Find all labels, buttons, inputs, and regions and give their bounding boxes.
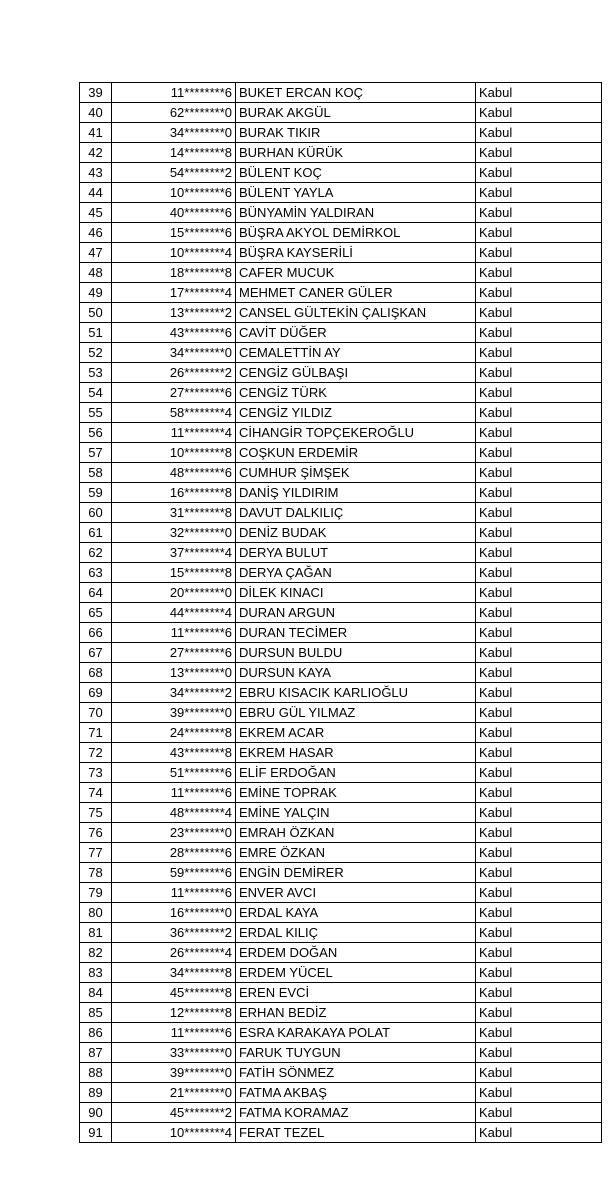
masked-id-number: 14********8 [112,143,236,163]
table-row [80,623,602,643]
masked-id-number: 16********0 [112,903,236,923]
status-cell: Kabul [476,1043,602,1063]
status-cell: Kabul [476,1023,602,1043]
person-name: DURSUN KAYA [236,663,476,683]
status-cell: Kabul [476,1083,602,1103]
person-name: EMRE ÖZKAN [236,843,476,863]
row-number: 52 [80,343,112,363]
table-row [80,923,602,943]
table-row [80,183,602,203]
row-number: 85 [80,1003,112,1023]
status-cell: Kabul [476,443,602,463]
person-name: EBRU KISACIK KARLIOĞLU [236,683,476,703]
status-cell: Kabul [476,983,602,1003]
row-number: 41 [80,123,112,143]
table-row [80,743,602,763]
status-cell: Kabul [476,483,602,503]
masked-id-number: 15********6 [112,223,236,243]
person-name: DURSUN BULDU [236,643,476,663]
person-name: ERDAL KILIÇ [236,923,476,943]
row-number: 77 [80,843,112,863]
masked-id-number: 24********8 [112,723,236,743]
masked-id-number: 11********6 [112,623,236,643]
masked-id-number: 28********6 [112,843,236,863]
status-cell: Kabul [476,583,602,603]
row-number: 47 [80,243,112,263]
table-row [80,463,602,483]
masked-id-number: 17********4 [112,283,236,303]
masked-id-number: 10********4 [112,243,236,263]
person-name: CENGİZ GÜLBAŞI [236,363,476,383]
row-number: 84 [80,983,112,1003]
person-name: ERHAN BEDİZ [236,1003,476,1023]
row-number: 72 [80,743,112,763]
person-name: COŞKUN ERDEMİR [236,443,476,463]
table-row [80,423,602,443]
person-name: BURHAN KÜRÜK [236,143,476,163]
status-cell: Kabul [476,123,602,143]
row-number: 86 [80,1023,112,1043]
row-number: 63 [80,563,112,583]
table-row [80,383,602,403]
status-cell: Kabul [476,403,602,423]
row-number: 89 [80,1083,112,1103]
person-name: EMİNE YALÇIN [236,803,476,823]
status-cell: Kabul [476,623,602,643]
row-number: 66 [80,623,112,643]
table-row [80,783,602,803]
masked-id-number: 36********2 [112,923,236,943]
status-cell: Kabul [476,643,602,663]
status-cell: Kabul [476,663,602,683]
table-row [80,303,602,323]
row-number: 73 [80,763,112,783]
person-name: ENVER AVCI [236,883,476,903]
masked-id-number: 34********0 [112,343,236,363]
table-row [80,983,602,1003]
table-row [80,663,602,683]
masked-id-number: 11********6 [112,783,236,803]
status-cell: Kabul [476,1003,602,1023]
row-number: 74 [80,783,112,803]
person-name: FATMA AKBAŞ [236,1083,476,1103]
row-number: 82 [80,943,112,963]
status-cell: Kabul [476,803,602,823]
row-number: 60 [80,503,112,523]
row-number: 70 [80,703,112,723]
row-number: 58 [80,463,112,483]
person-name: MEHMET CANER GÜLER [236,283,476,303]
table-row [80,903,602,923]
person-name: DERYA ÇAĞAN [236,563,476,583]
person-name: CEMALETTİN AY [236,343,476,363]
table-row [80,803,602,823]
row-number: 49 [80,283,112,303]
status-cell: Kabul [476,163,602,183]
person-name: EKREM ACAR [236,723,476,743]
table-row [80,583,602,603]
table-row [80,403,602,423]
status-cell: Kabul [476,183,602,203]
masked-id-number: 54********2 [112,163,236,183]
masked-id-number: 34********2 [112,683,236,703]
row-number: 69 [80,683,112,703]
table-row [80,963,602,983]
masked-id-number: 16********8 [112,483,236,503]
status-cell: Kabul [476,323,602,343]
table-row [80,603,602,623]
table-row [80,683,602,703]
masked-id-number: 11********6 [112,883,236,903]
masked-id-number: 11********6 [112,1023,236,1043]
person-name: EMRAH ÖZKAN [236,823,476,843]
masked-id-number: 12********8 [112,1003,236,1023]
row-number: 80 [80,903,112,923]
masked-id-number: 58********4 [112,403,236,423]
row-number: 40 [80,103,112,123]
row-number: 64 [80,583,112,603]
row-number: 55 [80,403,112,423]
row-number: 53 [80,363,112,383]
status-cell: Kabul [476,1123,602,1143]
row-number: 45 [80,203,112,223]
masked-id-number: 39********0 [112,703,236,723]
masked-id-number: 34********8 [112,963,236,983]
table-row [80,523,602,543]
masked-id-number: 26********4 [112,943,236,963]
status-cell: Kabul [476,143,602,163]
row-number: 79 [80,883,112,903]
table-row [80,243,602,263]
status-cell: Kabul [476,703,602,723]
status-cell: Kabul [476,423,602,443]
status-cell: Kabul [476,883,602,903]
person-name: DURAN ARGUN [236,603,476,623]
table-row [80,503,602,523]
row-number: 88 [80,1063,112,1083]
person-name: BÜLENT YAYLA [236,183,476,203]
status-cell: Kabul [476,723,602,743]
masked-id-number: 13********0 [112,663,236,683]
table-row [80,1123,602,1143]
status-cell: Kabul [476,503,602,523]
table-row [80,823,602,843]
status-cell: Kabul [476,283,602,303]
table-row [80,203,602,223]
row-number: 68 [80,663,112,683]
person-name: FATİH SÖNMEZ [236,1063,476,1083]
person-name: ELİF ERDOĞAN [236,763,476,783]
table-row [80,1043,602,1063]
results-table [79,82,602,1143]
row-number: 76 [80,823,112,843]
row-number: 65 [80,603,112,623]
row-number: 50 [80,303,112,323]
status-cell: Kabul [476,523,602,543]
person-name: DANİŞ YILDIRIM [236,483,476,503]
status-cell: Kabul [476,603,602,623]
person-name: ERDEM YÜCEL [236,963,476,983]
table-row [80,883,602,903]
row-number: 91 [80,1123,112,1143]
row-number: 62 [80,543,112,563]
row-number: 83 [80,963,112,983]
row-number: 42 [80,143,112,163]
table-row [80,543,602,563]
status-cell: Kabul [476,743,602,763]
status-cell: Kabul [476,843,602,863]
table-row [80,123,602,143]
masked-id-number: 21********0 [112,1083,236,1103]
masked-id-number: 26********2 [112,363,236,383]
row-number: 51 [80,323,112,343]
person-name: CENGİZ TÜRK [236,383,476,403]
person-name: FARUK TUYGUN [236,1043,476,1063]
table-row [80,763,602,783]
masked-id-number: 13********2 [112,303,236,323]
status-cell: Kabul [476,343,602,363]
table-row [80,223,602,243]
masked-id-number: 23********0 [112,823,236,843]
masked-id-number: 18********8 [112,263,236,283]
status-cell: Kabul [476,103,602,123]
status-cell: Kabul [476,383,602,403]
person-name: ERDEM DOĞAN [236,943,476,963]
masked-id-number: 44********4 [112,603,236,623]
table-row [80,83,602,103]
person-name: EBRU GÜL YILMAZ [236,703,476,723]
masked-id-number: 33********0 [112,1043,236,1063]
person-name: ESRA KARAKAYA POLAT [236,1023,476,1043]
table-row [80,1103,602,1123]
masked-id-number: 43********6 [112,323,236,343]
row-number: 54 [80,383,112,403]
table-row [80,943,602,963]
status-cell: Kabul [476,363,602,383]
table-row [80,563,602,583]
row-number: 39 [80,83,112,103]
person-name: DİLEK KINACI [236,583,476,603]
row-number: 46 [80,223,112,243]
masked-id-number: 37********4 [112,543,236,563]
masked-id-number: 15********8 [112,563,236,583]
table-row [80,1003,602,1023]
row-number: 78 [80,863,112,883]
masked-id-number: 59********6 [112,863,236,883]
status-cell: Kabul [476,1103,602,1123]
person-name: BÜNYAMİN YALDIRAN [236,203,476,223]
status-cell: Kabul [476,943,602,963]
person-name: FERAT TEZEL [236,1123,476,1143]
row-number: 87 [80,1043,112,1063]
row-number: 67 [80,643,112,663]
masked-id-number: 31********8 [112,503,236,523]
person-name: DENİZ BUDAK [236,523,476,543]
row-number: 48 [80,263,112,283]
masked-id-number: 39********0 [112,1063,236,1083]
table-row [80,323,602,343]
person-name: CUMHUR ŞİMŞEK [236,463,476,483]
table-row [80,723,602,743]
masked-id-number: 10********8 [112,443,236,463]
masked-id-number: 27********6 [112,383,236,403]
person-name: BURAK TIKIR [236,123,476,143]
masked-id-number: 10********4 [112,1123,236,1143]
table-row [80,363,602,383]
table-row [80,263,602,283]
status-cell: Kabul [476,263,602,283]
person-name: CANSEL GÜLTEKİN ÇALIŞKAN [236,303,476,323]
table-row [80,843,602,863]
table-row [80,863,602,883]
table-row [80,103,602,123]
status-cell: Kabul [476,963,602,983]
person-name: BÜŞRA KAYSERİLİ [236,243,476,263]
person-name: CAVİT DÜĞER [236,323,476,343]
status-cell: Kabul [476,203,602,223]
masked-id-number: 45********8 [112,983,236,1003]
status-cell: Kabul [476,223,602,243]
person-name: EKREM HASAR [236,743,476,763]
status-cell: Kabul [476,903,602,923]
status-cell: Kabul [476,83,602,103]
person-name: BÜŞRA AKYOL DEMİRKOL [236,223,476,243]
person-name: BURAK AKGÜL [236,103,476,123]
masked-id-number: 40********6 [112,203,236,223]
row-number: 75 [80,803,112,823]
table-row [80,143,602,163]
row-number: 71 [80,723,112,743]
table-row [80,343,602,363]
row-number: 61 [80,523,112,543]
person-name: ENGİN DEMİRER [236,863,476,883]
table-row [80,1083,602,1103]
table-row [80,283,602,303]
status-cell: Kabul [476,463,602,483]
row-number: 90 [80,1103,112,1123]
table-row [80,163,602,183]
person-name: DAVUT DALKILIÇ [236,503,476,523]
masked-id-number: 11********6 [112,83,236,103]
status-cell: Kabul [476,563,602,583]
masked-id-number: 27********6 [112,643,236,663]
status-cell: Kabul [476,683,602,703]
person-name: DERYA BULUT [236,543,476,563]
row-number: 43 [80,163,112,183]
table-row [80,1063,602,1083]
status-cell: Kabul [476,763,602,783]
status-cell: Kabul [476,543,602,563]
person-name: DURAN TECİMER [236,623,476,643]
masked-id-number: 48********4 [112,803,236,823]
table-row [80,703,602,723]
status-cell: Kabul [476,783,602,803]
row-number: 57 [80,443,112,463]
status-cell: Kabul [476,923,602,943]
person-name: EREN EVCİ [236,983,476,1003]
masked-id-number: 34********0 [112,123,236,143]
masked-id-number: 45********2 [112,1103,236,1123]
status-cell: Kabul [476,303,602,323]
row-number: 56 [80,423,112,443]
masked-id-number: 43********8 [112,743,236,763]
person-name: BUKET ERCAN KOÇ [236,83,476,103]
row-number: 44 [80,183,112,203]
masked-id-number: 10********6 [112,183,236,203]
row-number: 59 [80,483,112,503]
masked-id-number: 51********6 [112,763,236,783]
masked-id-number: 11********4 [112,423,236,443]
table-row [80,483,602,503]
masked-id-number: 48********6 [112,463,236,483]
person-name: FATMA KORAMAZ [236,1103,476,1123]
masked-id-number: 32********0 [112,523,236,543]
results-table-body [80,83,602,1143]
table-row [80,443,602,463]
status-cell: Kabul [476,1063,602,1083]
masked-id-number: 62********0 [112,103,236,123]
status-cell: Kabul [476,243,602,263]
status-cell: Kabul [476,863,602,883]
person-name: ERDAL KAYA [236,903,476,923]
table-row [80,643,602,663]
person-name: CAFER MUCUK [236,263,476,283]
masked-id-number: 20********0 [112,583,236,603]
person-name: CİHANGİR TOPÇEKEROĞLU [236,423,476,443]
person-name: CENGİZ YILDIZ [236,403,476,423]
row-number: 81 [80,923,112,943]
person-name: BÜLENT KOÇ [236,163,476,183]
table-row [80,1023,602,1043]
person-name: EMİNE TOPRAK [236,783,476,803]
status-cell: Kabul [476,823,602,843]
